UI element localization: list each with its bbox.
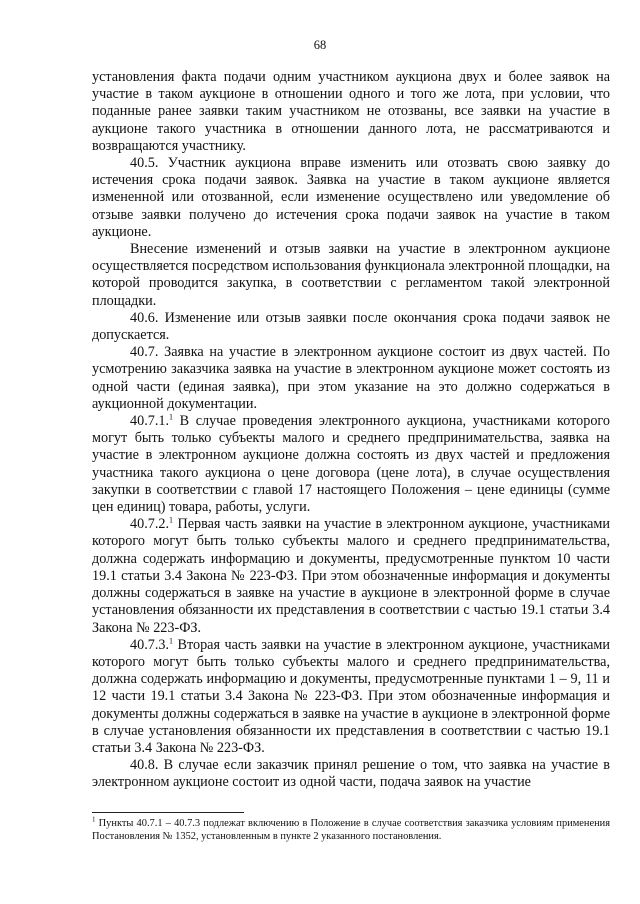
footnote-mark: 1 [92, 815, 96, 824]
paragraph-40-8 [92, 757, 610, 791]
paragraph-text: 40.7. Заявка на участие в электронном аукционе состоит из двух частей. По усмотрению заказчика заявка на участие в электронном аукционе может состоять из одной части (единая заявка), при этом указание на это должно содержаться в аукционной документации. [92, 344, 610, 412]
footnote-text: Пункты 40.7.1 – 40.7.3 подлежат включению в Положение в случае соответствия заказчика условиям применения Постановления № 1352, установленным в пункте 2 указанного постановления. [92, 818, 610, 842]
paragraph-text: Первая часть заявки на участие в электронном аукционе, участниками которого могут быть только субъекты малого и среднего предпринимательства, должна содержать информацию и документы, предусмотренные пунктом 10 части 19.1 статьи 3.4 Закона № 223-ФЗ. При этом обозначенные информация и документы должны содержаться в заявке на участие в аукционе в электронной форме в случае установления обязанности их представления в соответствии с частью 19.1 статьи 3.4 Закона № 223-ФЗ. [92, 516, 610, 636]
paragraph-40-6 [92, 310, 610, 344]
clause-number: 40.7.3. [130, 636, 170, 653]
paragraph-40-5 [92, 155, 610, 241]
paragraph-text: Внесение изменений и отзыв заявки на участие в электронном аукционе осуществляется посредством использования функционала электронной площадки, на которой проводится закупка, в соответствии с регламентом такой электронной площадки. [92, 241, 610, 309]
paragraph-text: 40.6. Изменение или отзыв заявки после окончания срока подачи заявок не допускается. [92, 309, 610, 344]
footnote-reference: 1 [169, 635, 174, 645]
paragraph-text: 40.5. Участник аукциона вправе изменить или отозвать свою заявку до истечения срока подачи заявок. Заявка на участие в таком аукционе является измененной или отозванной, если изменение осуществлено или уведомление об отзыве заявки получено до истечения срока подачи заявок на участие в таком аукционе. [92, 155, 610, 240]
paragraph-40-7-3 [92, 637, 610, 757]
paragraph-40-7-2 [92, 516, 610, 636]
paragraph-40-7 [92, 344, 610, 413]
clause-number: 40.7.2. [130, 516, 170, 533]
clause-number: 40.7.1. [130, 413, 170, 430]
page-number: 68 [313, 38, 327, 52]
paragraph-40-7-1 [92, 413, 610, 516]
footnote-reference: 1 [169, 412, 174, 422]
footnote-reference: 1 [169, 515, 174, 525]
paragraph-text: 40.8. В случае если заказчик принял решение о том, что заявка на участие в электронном аукционе состоит из одной части, подача заявок на участие [92, 757, 610, 791]
paragraph-changes-withdrawal [92, 241, 610, 310]
paragraph-text: установления факта подачи одним участником аукциона двух и более заявок на участие в таком аукционе в отношении одного и того же лота, при условии, что поданные ранее заявки таким участником не отозваны, все заявки на участие в аукционе такого участника в отношении данного лота, не рассматриваются и возвращаются участнику. [92, 69, 610, 154]
paragraph-text: В случае проведения электронного аукциона, участниками которого могут быть только субъекты малого и среднего предпринимательства, заявка на участие в электронном аукционе должна состоять из двух частей и предложения участника такого аукциона о цене договора (цене лота), в случае осуществления закупки в соответствии с главой 17 настоящего Положения – цене единицы (сумме цен единиц) товара, работы, услуги. [92, 413, 610, 516]
body-text [92, 69, 610, 792]
footnote [92, 817, 610, 843]
footnote-divider [92, 812, 244, 813]
paragraph-text: Вторая часть заявки на участие в электронном аукционе, участниками которого могут быть только субъекты малого и среднего предпринимательства, должна содержать информацию и документы, предусмотренные пунктами 1 – 9, 11 и 12 части 19.1 статьи 3.4 Закона № 223-ФЗ. При этом обозначенные информация и документы должны содержаться в заявке на участие в аукционе в электронной форме в случае установления обязанности их представления в соответствии с частью 19.1 статьи 3.4 Закона № 223-ФЗ. [92, 636, 610, 756]
paragraph-continuation [92, 69, 610, 155]
